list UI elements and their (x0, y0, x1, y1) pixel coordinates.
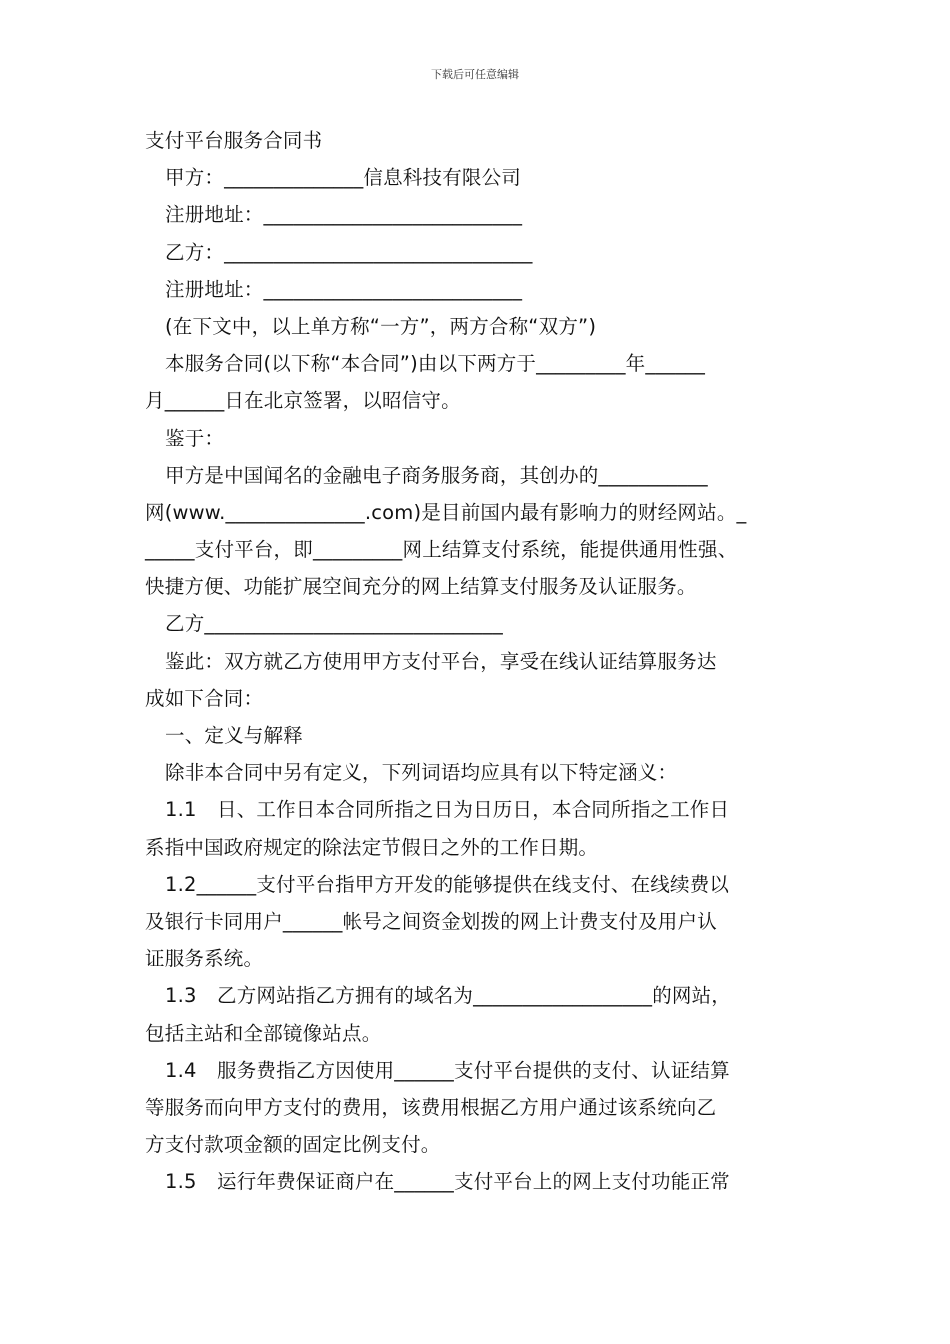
clause-number: 1.5 (165, 1170, 197, 1194)
page-header: 下载后可任意编辑 (431, 68, 519, 81)
line-text: 月______日在北京签署，以昭信守。 (145, 389, 461, 413)
line-text: 乙方______________________________ (165, 612, 503, 636)
line-text: _____支付平台，即_________网上结算支付系统，能提供通用性强、 (145, 538, 738, 562)
document-title (145, 122, 825, 159)
line-text: 注册地址：__________________________ (165, 277, 523, 301)
text-line (145, 643, 825, 680)
text-line (145, 345, 825, 382)
line-text: 证服务系统。 (145, 947, 264, 971)
text-line (145, 494, 825, 531)
line-text: 一、定义与解释 (165, 724, 303, 747)
line-text: 本服务合同(以下称“本合同”)由以下两方于_________年______ (165, 352, 706, 376)
text-line (145, 234, 825, 271)
text-line (145, 568, 825, 605)
line-text: 运行年费保证商户在______支付平台上的网上支付功能正常 (217, 1170, 730, 1194)
line-text: 成如下合同： (145, 686, 264, 710)
clause-number: 1.3 (165, 984, 197, 1008)
text-line (145, 903, 825, 940)
line-text: 注册地址：__________________________ (165, 203, 523, 227)
text-line (145, 829, 825, 866)
text-line (145, 717, 825, 754)
line-text: 除非本合同中另有定义，下列词语均应具有以下特定涵义： (165, 761, 678, 785)
line-text: 日、工作日本合同所指之日为日历日，本合同所指之工作日 (217, 798, 730, 822)
text-line (145, 531, 825, 568)
text-line (145, 791, 825, 828)
line-text: 及银行卡同用户______帐号之间资金划拨的网上计费支付及用户认 (145, 909, 717, 933)
text-line (145, 1089, 825, 1126)
text-line (145, 382, 825, 419)
line-text: 系指中国政府规定的除法定节假日之外的工作日期。 (145, 835, 599, 859)
line-text: 鉴于： (165, 426, 225, 450)
clause-number: 1.4 (165, 1058, 197, 1082)
line-text: 乙方网站指乙方拥有的域名为__________________的网站， (217, 984, 732, 1008)
text-line (145, 1015, 825, 1052)
line-text: 支付平台服务合同书 (145, 129, 323, 152)
text-line (145, 754, 825, 791)
text-line (145, 1126, 825, 1163)
text-line (145, 420, 825, 457)
line-text: 鉴此：双方就乙方使用甲方支付平台，享受在线认证结算服务达 (165, 649, 717, 673)
clause-number: 1.1 (165, 798, 197, 822)
text-line (145, 977, 825, 1014)
line-text: 方支付款项金额的固定比例支付。 (145, 1133, 441, 1157)
line-text: 等服务而向甲方支付的费用，该费用根据乙方用户通过该系统向乙 (145, 1095, 717, 1119)
document-body (145, 122, 825, 1200)
line-text: 1.2______支付平台指甲方开发的能够提供在线支付、在线续费以 (165, 872, 730, 896)
text-line (145, 196, 825, 233)
text-line (145, 271, 825, 308)
line-text: 网(www.______________.com)是目前国内最有影响力的财经网站。_ (145, 500, 747, 524)
text-line (145, 457, 825, 494)
line-text: 乙方：_______________________________ (165, 240, 533, 264)
text-line (145, 159, 825, 196)
text-line (145, 605, 825, 642)
line-text: 甲方是中国闻名的金融电子商务服务商，其创办的___________ (165, 463, 708, 487)
text-line (145, 1163, 825, 1200)
line-text: (在下文中，以上单方称“一方”，两方合称“双方”) (165, 314, 597, 338)
line-text: 包括主站和全部镜像站点。 (145, 1021, 382, 1045)
line-text: 服务费指乙方因使用______支付平台提供的支付、认证结算 (217, 1058, 730, 1082)
text-line (145, 680, 825, 717)
line-text: 甲方：______________信息科技有限公司 (165, 166, 522, 190)
line-text: 快捷方便、功能扩展空间充分的网上结算支付服务及认证服务。 (145, 575, 697, 599)
text-line (145, 308, 825, 345)
text-line (145, 1052, 825, 1089)
text-line (145, 866, 825, 903)
text-line (145, 940, 825, 977)
